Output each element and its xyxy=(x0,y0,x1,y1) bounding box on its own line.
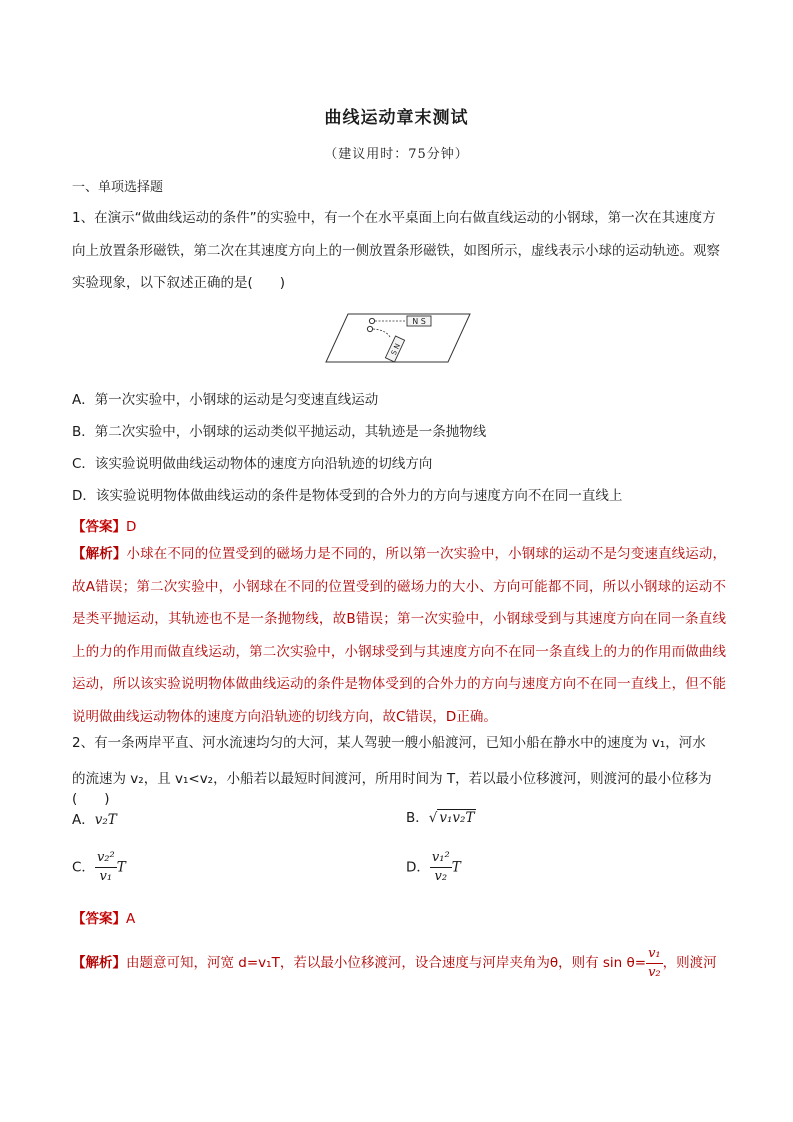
q2-stem-line2: 的流速为 v₂，且 v₁<v₂，小船若以最短时间渡河，所用时间为 T，若以最小位移渡河，则渡河的最小位移为( ) xyxy=(72,771,712,807)
ball-top xyxy=(369,318,374,323)
q1-explanation-text: 小球在不同的位置受到的磁场力是不同的，所以第一次实验中，小钢球的运动不是匀变速直线运动，故A错误；第二次实验中，小钢球在不同的位置受到的磁场力的大小、方向可能都不同，所以小钢球的运动不是类平抛运动，其轨迹也不是一条抛物线，故B错误；第一次实验中，小钢球受到与其速度方向在同一条直线上的力的作用而做直线运动，第二次实验中，小钢球受到与其速度方向不在同一条直线上的力的作用而做曲线运动，所以该实验说明物体做曲线运动的条件是物体受到的合外力的方向与速度方向不在同一直线上，但不能说明做曲线运动物体的速度方向沿轨迹的切线方向，故C错误，D正确。 xyxy=(72,546,727,725)
q2-option-d-label: D． xyxy=(406,859,430,876)
q1-option-a: A．第一次实验中，小钢球的运动是匀变速直线运动 xyxy=(72,392,379,408)
q2-option-d-num: v₁² xyxy=(430,849,452,868)
q1-stem: 1、在演示“做曲线运动的条件”的实验中，有一个在水平桌面上向右做直线运动的小钢球，第一次在其速度方向上放置条形磁铁，第二次在其速度方向上的一侧放置条形磁铁，如图所示，虚线表示小球的运动轨迹。观察实验现象，以下叙述正确的是( ) xyxy=(72,210,720,291)
magnet-top-label: N S xyxy=(412,317,426,326)
ball-bottom xyxy=(367,326,372,331)
q2-answer-value: A xyxy=(126,911,136,927)
q2-answer-tag: 【答案】 xyxy=(72,911,126,927)
q2-option-a-label: A． xyxy=(72,812,95,828)
q2-option-c-tail: T xyxy=(116,859,126,876)
q2-option-c-label: C． xyxy=(72,859,95,876)
q2-explanation-fraction xyxy=(646,945,663,982)
q2-option-d-den: v₂ xyxy=(434,869,448,884)
q2-option-d-tail: T xyxy=(451,859,461,876)
q2-option-c-fraction xyxy=(95,849,117,886)
q2-option-b-expr: √ v₁v₂T xyxy=(428,810,475,826)
q2-option-c-num: v₂² xyxy=(95,849,117,868)
q2-option-d-fraction xyxy=(430,849,452,886)
q2-explanation-head: 由题意可知，河宽 d=v₁T，若以最小位移渡河，设合速度与河岸夹角为θ，则有 sin θ= xyxy=(126,955,647,971)
q1-option-d: D．该实验说明物体做曲线运动的条件是物体受到的合外力的方向与速度方向不在同一直线上 xyxy=(72,488,623,504)
q2-option-a-expr: v₂T xyxy=(94,812,117,828)
q2-stem-line1: 2、有一条两岸平直、河水流速均匀的大河，某人驾驶一艘小船渡河，已知小船在静水中的速度为 v₁，河水 xyxy=(72,735,706,751)
q1-option-c: C．该实验说明做曲线运动物体的速度方向沿轨迹的切线方向 xyxy=(72,456,433,472)
q2-option-a xyxy=(72,808,117,828)
page-subtitle: （建议用时：75分钟） xyxy=(324,147,469,162)
section-heading: 一、单项选择题 xyxy=(72,180,164,195)
q2-explanation-num: v₁ xyxy=(646,945,663,964)
q2-explanation xyxy=(72,944,726,982)
q1-explanation xyxy=(72,538,726,733)
q2-option-d xyxy=(406,849,461,886)
q2-option-b-radicand: v₁v₂T xyxy=(439,810,475,826)
page-title: 曲线运动章末测试 xyxy=(324,108,469,128)
magnet-bottom-label: S N xyxy=(389,342,403,357)
q2-option-b xyxy=(406,806,476,826)
q2-answer xyxy=(72,907,135,927)
q1-explanation-tag: 【解析】 xyxy=(72,546,127,562)
q2-option-c-den: v₁ xyxy=(99,869,113,884)
q1-answer xyxy=(72,515,136,535)
trajectory-curved xyxy=(373,329,390,337)
q1-magnet-figure xyxy=(324,310,472,366)
q1-option-b: B．第二次实验中，小钢球的运动类似平抛运动，其轨迹是一条抛物线 xyxy=(72,424,487,440)
q2-option-b-label: B． xyxy=(406,810,429,826)
q1-answer-value: D xyxy=(126,519,137,535)
q1-answer-tag: 【答案】 xyxy=(72,519,126,535)
q2-explanation-tail: ，则渡河 xyxy=(662,955,717,971)
q2-option-c xyxy=(72,849,126,886)
q2-explanation-tag: 【解析】 xyxy=(72,955,126,971)
q2-explanation-den: v₂ xyxy=(648,964,661,980)
